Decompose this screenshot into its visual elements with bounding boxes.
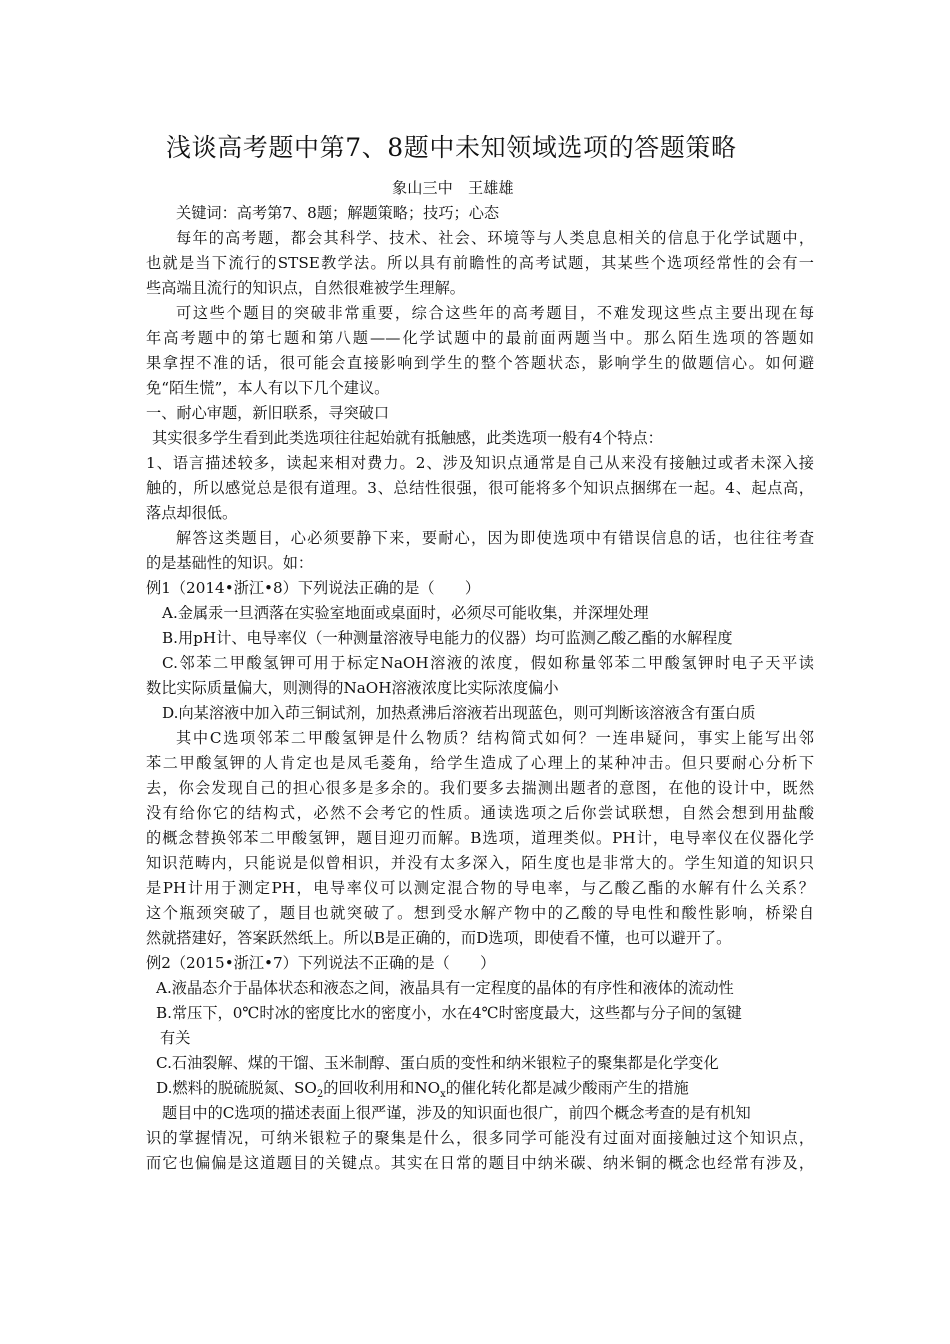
document-body <box>146 201 814 1176</box>
paragraph-line: 年高考题中的第七题和第八题——化学试题中的最前面两题当中。那么陌生选项的答题如 <box>146 329 814 347</box>
option-line: B.常压下，0℃时冰的密度比水的密度小，水在4℃时密度最大，这些都与分子间的氢键 <box>156 1004 742 1022</box>
page-title: 浅谈高考题中第7、8题中未知领域选项的答题策略 <box>166 133 737 162</box>
paragraph-line: 些高端且流行的知识点，自然很难被学生理解。 <box>146 279 465 297</box>
option-line: A.金属汞一旦洒落在实验室地面或桌面时，必须尽可能收集，并深埋处理 <box>162 604 649 622</box>
paragraph-line: 没有给你它的结构式，必然不会考它的性质。通读选项之后你尝试联想，自然会想到用盐酸 <box>146 804 814 822</box>
author-line: 象山三中 王雄雄 <box>392 179 514 197</box>
paragraph-line: 的是基础性的知识。如： <box>146 554 314 572</box>
option-line: 有关 <box>160 1029 191 1047</box>
paragraph-line: 是PH计用于测定PH，电导率仪可以测定混合物的导电率，与乙酸乙酯的水解有什么关系？ <box>146 879 814 897</box>
paragraph-line: 识的掌握情况，可纳米银粒子的聚集是什么，很多同学可能没有过面对面接触过这个知识点， <box>146 1129 814 1147</box>
paragraph-line: 触的，所以感觉总是很有道理。3、总结性很强，很可能将多个知识点捆绑在一起。4、起点高， <box>146 479 814 497</box>
paragraph-line: 果拿捏不准的话，很可能会直接影响到学生的整个答题状态，影响学生的做题信心。如何避 <box>146 354 814 372</box>
option-line: C.邻苯二甲酸氢钾可用于标定NaOH溶液的浓度，假如称量邻苯二甲酸氢钾时电子天平读 <box>162 654 814 672</box>
paragraph-line: 知识范畴内，只能说是似曾相识，并没有太多深入，陌生度也是非常大的。学生知道的知识只 <box>146 854 814 872</box>
paragraph-line: 然就搭建好，答案跃然纸上。所以B是正确的，而D选项，即使看不懂，也可以避开了。 <box>146 929 732 947</box>
paragraph-line: 也就是当下流行的STSE教学法。所以具有前瞻性的高考试题，其某些个选项经常性的会有一 <box>146 254 814 272</box>
paragraph-line: 苯二甲酸氢钾的人肯定也是凤毛菱角，给学生造成了心理上的某种冲击。但只要耐心分析下 <box>146 754 814 772</box>
option-text: 的催化转化都是减少酸雨产生的措施 <box>445 1079 689 1097</box>
paragraph-line: 1、语言描述较多，读起来相对费力。2、涉及知识点通常是自己从来没有接触过或者未深入接 <box>146 454 814 472</box>
paragraph-line: 题目中的C选项的描述表面上很严谨，涉及的知识面也很广，前四个概念考查的是有机知 <box>162 1104 751 1122</box>
keywords-line: 关键词：高考第7、8题；解题策略；技巧；心态 <box>176 204 500 222</box>
paragraph-line: 的概念替换邻苯二甲酸氢钾，题目迎刃而解。B选项，道理类似。PH计，电导率仪在仪器化学 <box>146 829 814 847</box>
option-line: 数比实际质量偏大，则测得的NaOH溶液浓度比实际浓度偏小 <box>146 679 559 697</box>
paragraph-line: 可这些个题目的突破非常重要，综合这些年的高考题目，不难发现这些点主要出现在每 <box>176 304 814 322</box>
option-line: A.液晶态介于晶体状态和液态之间，液晶具有一定程度的晶体的有序性和液体的流动性 <box>156 979 734 997</box>
paragraph-line: 去，你会发现自己的担心很多是多余的。我们要多去揣测出题者的意图，在他的设计中，既然 <box>146 779 814 797</box>
example-heading: 例1（2014•浙江•8）下列说法正确的是（ ） <box>146 579 481 597</box>
option-line <box>146 1076 814 1101</box>
option-line: C.石油裂解、煤的干馏、玉米制醇、蛋白质的变性和纳米银粒子的聚集都是化学变化 <box>156 1054 719 1072</box>
paragraph-line: 其实很多学生看到此类选项往往起始就有抵触感，此类选项一般有4个特点： <box>152 429 663 447</box>
paragraph-line: 落点却很低。 <box>146 504 238 522</box>
paragraph-line: 解答这类题目，心必须要静下来，要耐心，因为即使选项中有错误信息的话，也往往考查 <box>176 529 814 547</box>
option-text: D.燃料的脱硫脱氮、SO <box>156 1079 317 1097</box>
paragraph-line: 每年的高考题，都会其科学、技术、社会、环境等与人类息息相关的信息于化学试题中， <box>176 229 814 247</box>
paragraph-line: 而它也偏偏是这道题目的关键点。其实在日常的题目中纳米碳、纳米铜的概念也经常有涉及， <box>146 1154 814 1172</box>
option-text: 的回收利用和NO <box>323 1079 441 1097</box>
paragraph-line: 免“陌生慌”，本人有以下几个建议。 <box>146 379 390 397</box>
subscript: 2 <box>316 1089 324 1101</box>
example-heading: 例2（2015•浙江•7）下列说法不正确的是（ ） <box>146 954 496 972</box>
paragraph-line: 其中C选项邻苯二甲酸氢钾是什么物质？结构简式如何？一连串疑问，事实上能写出邻 <box>176 729 814 747</box>
subscript: x <box>440 1089 446 1101</box>
option-line: D.向某溶液中加入茚三铜试剂，加热煮沸后溶液若出现蓝色，则可判断该溶液含有蛋白质 <box>162 704 756 722</box>
option-line: B.用pH计、电导率仪（一种测量溶液导电能力的仪器）均可监测乙酸乙酯的水解程度 <box>162 629 733 647</box>
section-heading: 一、耐心审题，新旧联系，寻突破口 <box>146 404 389 422</box>
paragraph-line: 这个瓶颈突破了，题目也就突破了。想到受水解产物中的乙酸的导电性和酸性影响，桥梁自 <box>146 904 814 922</box>
